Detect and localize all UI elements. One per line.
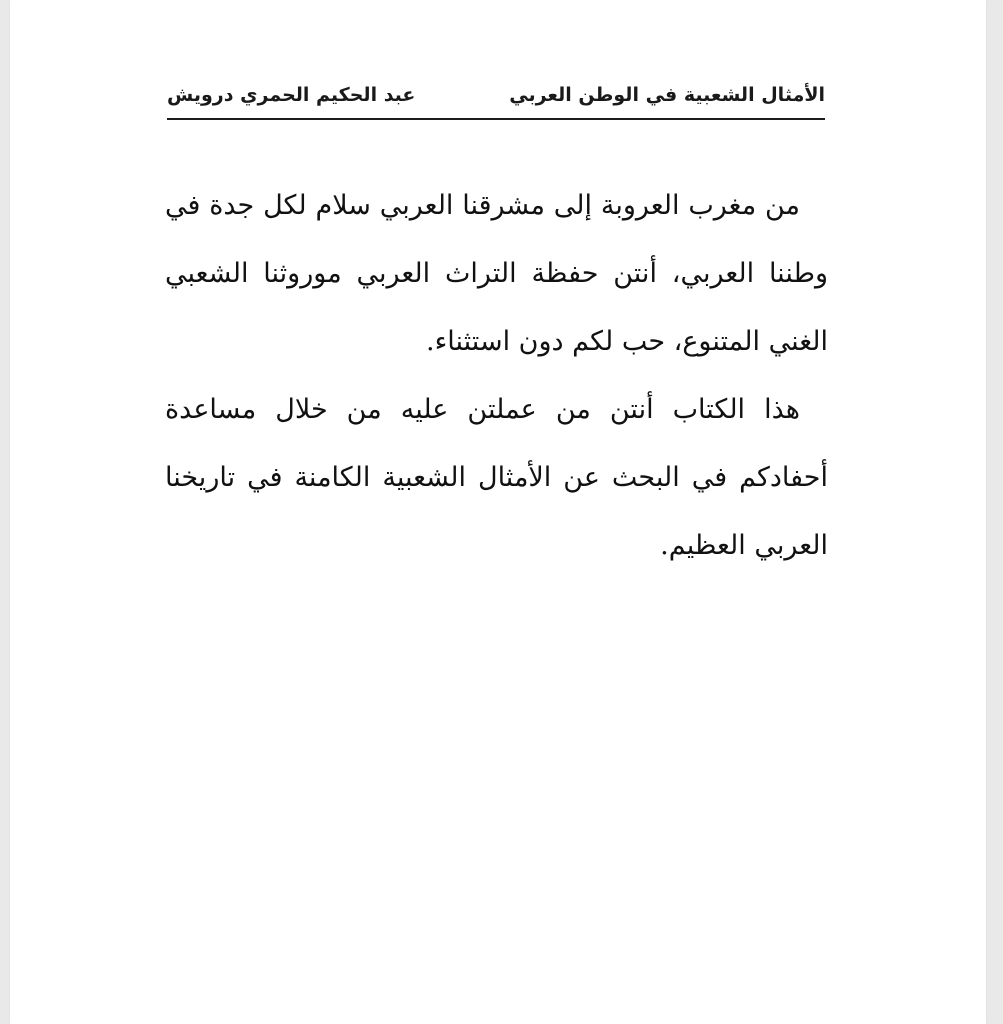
author-name: عبد الحكيم الحمري درويش — [167, 84, 416, 106]
dedication-text — [165, 172, 828, 580]
paragraph: هذا الكتاب أنتن من عملتن عليه من خلال مساعدة أحفادكم في البحث عن الأمثال الشعبية الكامنة في تاريخنا العربي العظيم. — [165, 394, 828, 561]
book-title: الأمثال الشعبية في الوطن العربي — [509, 84, 825, 106]
paragraph: من مغرب العروبة إلى مشرقنا العربي سلام لكل جدة في وطننا العربي، أنتن حفظة التراث العربي موروثنا الشعبي الغني المتنوع، حب لكم دون استثناء. — [165, 190, 828, 357]
running-header — [167, 78, 825, 120]
document-page — [10, 0, 986, 1024]
